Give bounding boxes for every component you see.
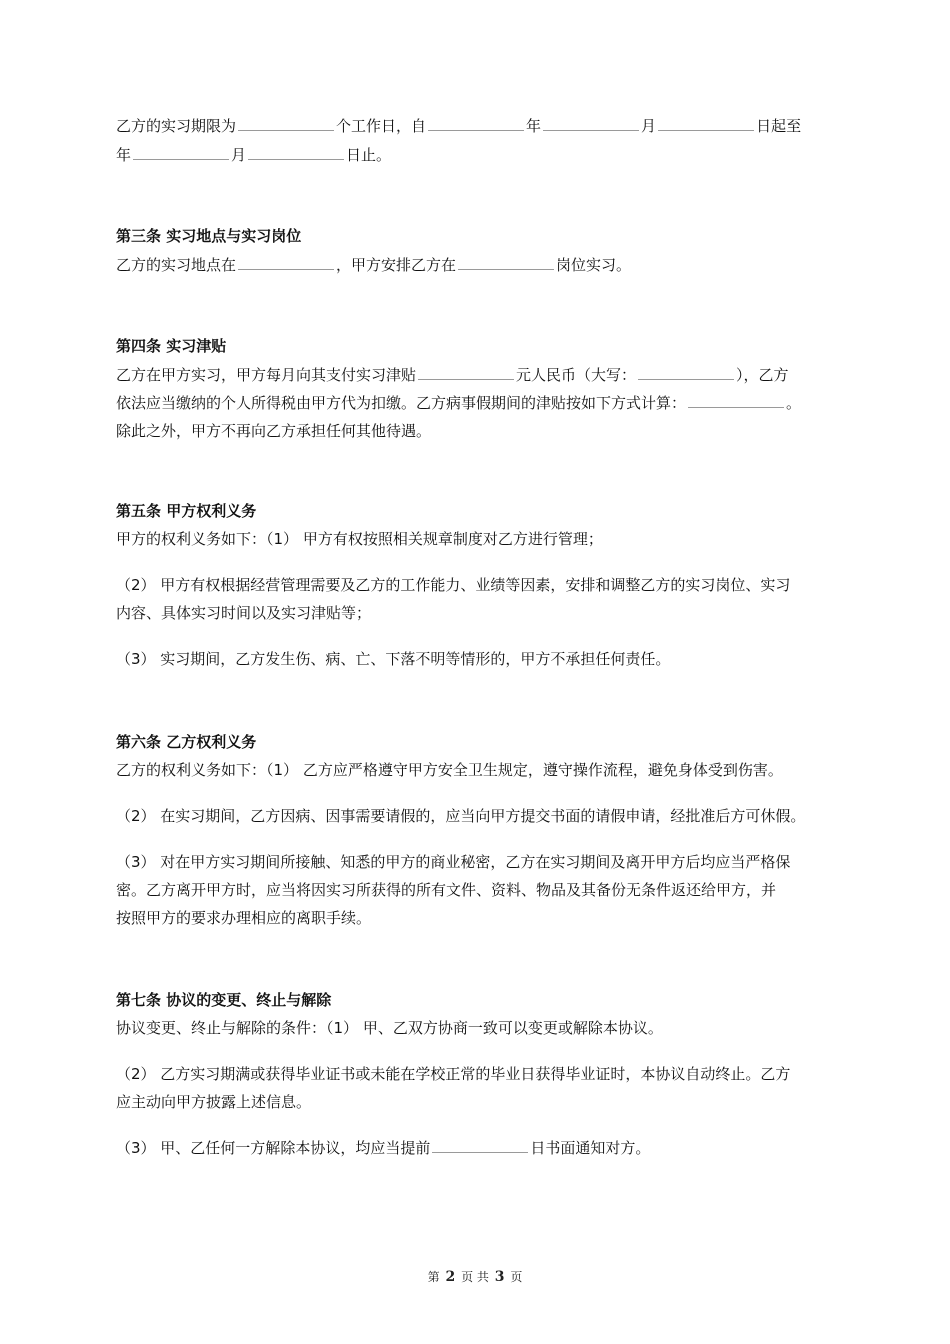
section-7-intro: 协议变更、终止与解除的条件：（1） 甲、乙双方协商一致可以变更或解除本协议。 [116, 1019, 663, 1037]
blank-end-year[interactable] [133, 144, 229, 160]
internship-period-line-2: 年 月 日止。 [116, 146, 392, 164]
section-6-intro: 乙方的权利义务如下：（1） 乙方应严格遵守甲方安全卫生规定，遵守操作流程，避免身体受到伤害。 [116, 761, 783, 779]
blank-days[interactable] [238, 115, 334, 131]
section-4-title: 第四条 实习津贴 [116, 337, 227, 355]
section-6-item-3-line-1: （3） 对在甲方实习期间所接触、知悉的甲方的商业秘密，乙方在实习期间及离开甲方后均应当严格保 [116, 853, 791, 871]
section-7-item-3: （3） 甲、乙任何一方解除本协议，均应当提前 日书面通知对方。 [116, 1139, 651, 1157]
page-footer: 第 2 页 共 3 页 [427, 1269, 523, 1285]
blank-location[interactable] [238, 254, 334, 270]
blank-position[interactable] [458, 254, 554, 270]
section-4-line-2: 依法应当缴纳的个人所得税由甲方代为扣缴。乙方病事假期间的津贴按如下方式计算： 。 [116, 394, 802, 412]
section-7-title: 第七条 协议的变更、终止与解除 [116, 991, 332, 1009]
blank-leave-calc[interactable] [688, 392, 784, 408]
section-3-line-1: 乙方的实习地点在 ，甲方安排乙方在 岗位实习。 [116, 256, 632, 274]
current-page-number: 2 [445, 1269, 456, 1285]
section-6-item-3-line-2: 密。乙方离开甲方时，应当将因实习所获得的所有文件、资料、物品及其备份无条件返还给甲方，并 [116, 881, 777, 899]
total-page-number: 3 [494, 1269, 505, 1285]
section-7-item-2-line-1: （2） 乙方实习期满或获得毕业证书或未能在学校正常的毕业日获得毕业证时，本协议自动终止。乙方 [116, 1065, 791, 1083]
blank-allowance-amount[interactable] [418, 364, 514, 380]
section-5-item-2-line-2: 内容、具体实习时间以及实习津贴等； [116, 604, 372, 622]
blank-start-year[interactable] [428, 115, 524, 131]
section-5-item-2-line-1: （2） 甲方有权根据经营管理需要及乙方的工作能力、业绩等因素，安排和调整乙方的实习岗位、实习 [116, 576, 791, 594]
blank-start-day[interactable] [658, 115, 754, 131]
section-3-title: 第三条 实习地点与实习岗位 [116, 227, 302, 245]
section-5-intro: 甲方的权利义务如下：（1） 甲方有权按照相关规章制度对乙方进行管理； [116, 530, 603, 548]
section-7-item-2-line-2: 应主动向甲方披露上述信息。 [116, 1093, 312, 1111]
blank-allowance-capital[interactable] [638, 364, 734, 380]
section-4-line-1: 乙方在甲方实习，甲方每月向其支付实习津贴 元人民币（大写： ），乙方 [116, 366, 789, 384]
blank-notice-days[interactable] [432, 1137, 528, 1153]
blank-end-month[interactable] [248, 144, 344, 160]
section-4-line-3: 除此之外，甲方不再向乙方承担任何其他待遇。 [116, 422, 432, 440]
section-6-item-3-line-3: 按照甲方的要求办理相应的离职手续。 [116, 909, 372, 927]
section-6-item-2: （2） 在实习期间，乙方因病、因事需要请假的，应当向甲方提交书面的请假申请，经批准后方可休假。 [116, 807, 806, 825]
internship-period-line-1: 乙方的实习期限为 个工作日，自 年 月 日起至 [116, 117, 802, 135]
section-5-title: 第五条 甲方权利义务 [116, 502, 257, 520]
blank-start-month[interactable] [543, 115, 639, 131]
section-5-item-3: （3） 实习期间，乙方发生伤、病、亡、下落不明等情形的，甲方不承担任何责任。 [116, 650, 671, 668]
section-6-title: 第六条 乙方权利义务 [116, 733, 257, 751]
